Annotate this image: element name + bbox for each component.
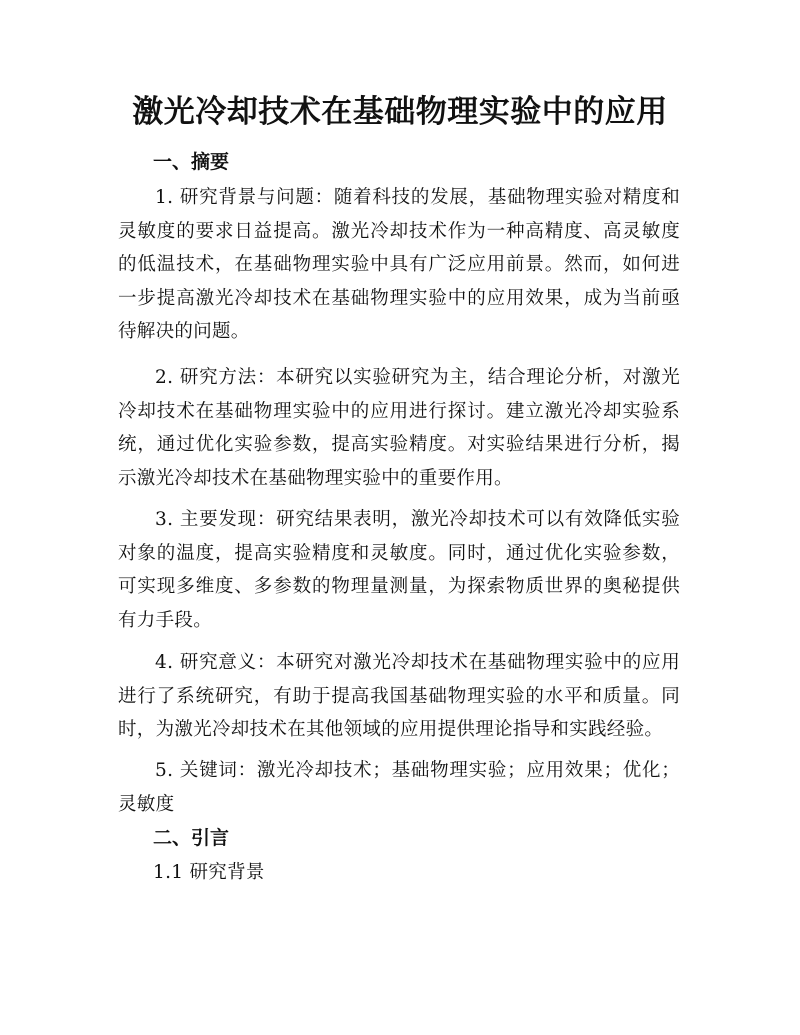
abstract-heading: 一、摘要 <box>153 151 230 173</box>
abstract-paragraph-background: 1. 研究背景与问题：随着科技的发展，基础物理实验对精度和灵敏度的要求日益提高。激光冷却技术作为一种高精度、高灵敏度的低温技术，在基础物理实验中具有广泛应用前景。然而，如何进一步提高激光冷却技术在基础物理实验中的应用效果，成为当前亟待解决的问题。 <box>118 187 680 342</box>
abstract-paragraph-findings: 3. 主要发现：研究结果表明，激光冷却技术可以有效降低实验对象的温度，提高实验精度和灵敏度。同时，通过优化实验参数，可实现多维度、多参数的物理量测量，为探索物质世界的奥秘提供有力手段。 <box>118 509 680 631</box>
abstract-paragraph-keywords: 5. 关键词：激光冷却技术；基础物理实验；应用效果；优化；灵敏度 <box>118 760 680 815</box>
abstract-paragraph-methods: 2. 研究方法：本研究以实验研究为主，结合理论分析，对激光冷却技术在基础物理实验中的应用进行探讨。建立激光冷却实验系统，通过优化实验参数，提高实验精度。对实验结果进行分析，揭示激光冷却技术在基础物理实验中的重要作用。 <box>118 367 680 489</box>
document-title: 激光冷却技术在基础物理实验中的应用 <box>132 94 668 130</box>
research-background-subheading: 1.1 研究背景 <box>153 862 265 883</box>
abstract-paragraph-significance: 4. 研究意义：本研究对激光冷却技术在基础物理实验中的应用进行了系统研究，有助于提高我国基础物理实验的水平和质量。同时，为激光冷却技术在其他领域的应用提供理论指导和实践经验。 <box>118 652 680 740</box>
introduction-heading: 二、引言 <box>153 827 230 849</box>
